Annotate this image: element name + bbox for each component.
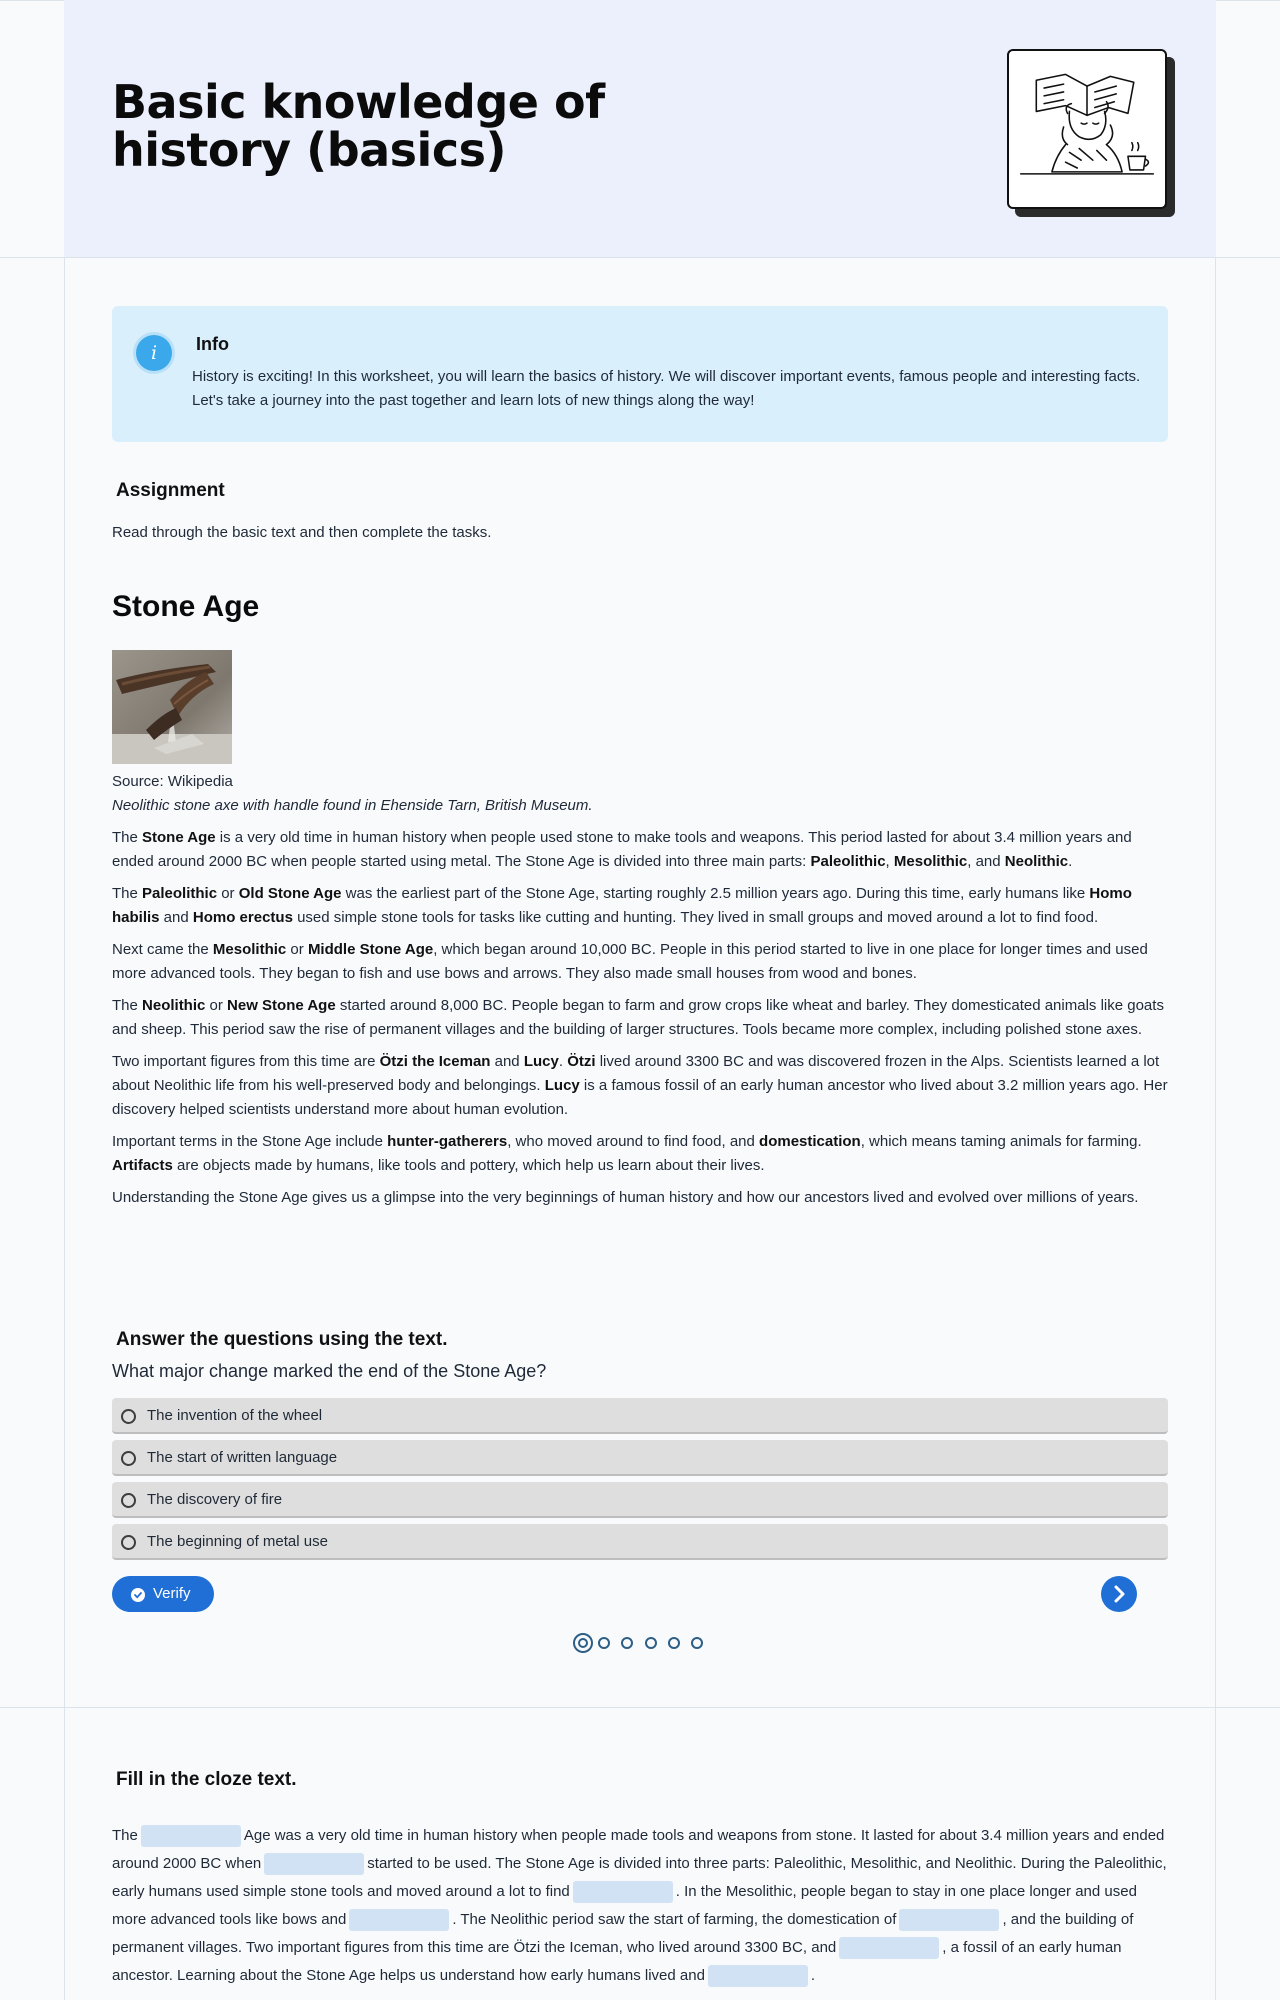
next-question-button[interactable] (1101, 1576, 1137, 1612)
verify-button[interactable] (112, 1576, 214, 1612)
paragraph-4: The Neolithic or New Stone Age started around 8,000 BC. People began to farm and grow crops like wheat and barley. They domesticated animals like goats and sheep. This period saw the rise of permanent villages and the building of larger structures. Tools became more complex, including polished stone axes. (112, 997, 1164, 1038)
frame-line-left (64, 0, 65, 2000)
pagination-dot-5[interactable] (668, 1637, 680, 1649)
radio-button[interactable] (121, 1535, 136, 1550)
cloze-gap-input[interactable] (839, 1937, 939, 1959)
radio-button[interactable] (121, 1451, 136, 1466)
cloze-gap-input[interactable] (899, 1909, 999, 1931)
verify-button-label: Verify (153, 1585, 191, 1602)
answer-option[interactable] (112, 1482, 1168, 1518)
answer-option-label: The start of written language (147, 1449, 338, 1466)
pagination-dot-1[interactable] (573, 1633, 593, 1653)
answer-options (112, 1398, 1168, 1566)
assignment-title: Assignment (116, 480, 225, 501)
paragraph-6: Important terms in the Stone Age include hunter-gatherers, who moved around to find food, and domestication, which means taming animals for farming. Artifacts are objects made by humans, like tools and pottery, which help us learn about their lives. (112, 1133, 1142, 1174)
radio-button[interactable] (121, 1493, 136, 1508)
pagination-dot-6[interactable] (691, 1637, 703, 1649)
cloze-heading (112, 1768, 297, 1791)
stone-age-heading: Stone Age (112, 590, 260, 623)
cloze-segment: . (810, 1967, 816, 1984)
quiz-title: Answer the questions using the text. (116, 1329, 448, 1350)
cloze-segment: started to be used. The Stone Age is divided into three parts: Paleolithic, Mesolithic, and Neolithic. During the Paleolithic, early humans used simple stone tools and moved around a lot to find (112, 1855, 1167, 1900)
cloze-segment: . In the Mesolithic, people began to stay in one place longer and used more advanced tools like bows and (112, 1883, 1137, 1928)
radio-button[interactable] (121, 1409, 136, 1424)
answer-option[interactable] (112, 1524, 1168, 1560)
page-title-line1: Basic knowledge of (112, 75, 605, 129)
image-source: Source: Wikipedia (112, 773, 233, 790)
paragraph-1: The Stone Age is a very old time in human history when people used stone to make tools and weapons. This period lasted for about 3.4 million years and ended around 2000 BC when people started using metal. The Stone Age is divided into three main parts: Paleolithic, Mesolithic, and Neolithic. (112, 829, 1132, 870)
stone-axe-image[interactable] (112, 650, 232, 764)
reading-person-illustration (1007, 49, 1167, 209)
cloze-gap-input[interactable] (708, 1965, 808, 1987)
answer-option-label: The invention of the wheel (147, 1407, 323, 1424)
cloze-text (112, 1822, 1170, 1990)
quiz-question: What major change marked the end of the Stone Age? (112, 1361, 547, 1381)
paragraph-2: The Paleolithic or Old Stone Age was the earliest part of the Stone Age, starting roughly 2.5 million years ago. During this time, early humans like Homo habilis and Homo erectus used simple stone tools for tasks like cutting and hunting. They lived in small groups and moved around a lot to find food. (112, 885, 1132, 926)
info-icon: i (136, 335, 172, 371)
cloze-segment: . The Neolithic period saw the start of farming, the domestication of (452, 1911, 897, 1928)
frame-line-header (0, 257, 1280, 258)
worksheet-header (64, 0, 1216, 257)
cloze-gap-input[interactable] (573, 1881, 673, 1903)
page-title (112, 75, 605, 177)
pagination-dot-3[interactable] (621, 1637, 633, 1649)
answer-option-label: The discovery of fire (147, 1491, 283, 1508)
answer-option-label: The beginning of metal use (147, 1533, 328, 1550)
paragraph-3: Next came the Mesolithic or Middle Stone Age, which began around 10,000 BC. People in this period started to live in one place for longer times and used more advanced tools. They began to fish and use bows and arrows. They also made small houses from wood and bones. (112, 941, 1148, 982)
chevron-right-icon (1101, 1576, 1137, 1612)
cloze-segment: The (112, 1827, 138, 1844)
pagination-dot-4[interactable] (645, 1637, 657, 1649)
cloze-segment: , and the building of permanent villages. Two important figures from this time are Ötzi the Iceman, who lived around 3300 BC, and (112, 1911, 1134, 1956)
info-text: History is exciting! In this worksheet, you will learn the basics of history. We will discover important events, famous people and interesting facts. Let's take a journey into the past together and learn lots of new things along the way! (192, 368, 1141, 409)
cloze-title: Fill in the cloze text. (116, 1769, 297, 1790)
answer-option[interactable] (112, 1398, 1168, 1434)
assignment-heading (112, 479, 225, 502)
pagination-dot-2[interactable] (598, 1637, 610, 1649)
cloze-gap-input[interactable] (349, 1909, 449, 1931)
cloze-gap-input[interactable] (141, 1825, 241, 1847)
frame-line-right (1215, 0, 1216, 2000)
paragraph-7: Understanding the Stone Age gives us a glimpse into the very beginnings of human history and how our ancestors lived and evolved over millions of years. (112, 1189, 1139, 1206)
quiz-heading (112, 1328, 448, 1351)
assignment-text: Read through the basic text and then complete the tasks. (112, 524, 492, 541)
image-caption: Neolithic stone axe with handle found in Ehenside Tarn, British Museum. (112, 797, 593, 814)
cloze-segment: Age was a very old time in human history when people made tools and weapons from stone. It lasted for about 3.4 million years and ended around 2000 BC when (112, 1827, 1165, 1872)
cloze-segment: , a fossil of an early human ancestor. Learning about the Stone Age helps us understand how early humans lived and (112, 1939, 1122, 1984)
frame-line-section (0, 1707, 1280, 1708)
check-circle-icon (131, 1588, 145, 1602)
info-title-label: Info (196, 334, 229, 354)
paragraph-5: Two important figures from this time are Ötzi the Iceman and Lucy. Ötzi lived around 3300 BC and was discovered frozen in the Alps. Scientists learned a lot about Neolithic life from his well-preserved body and belongings. Lucy is a famous fossil of an early human ancestor who lived about 3.2 million years ago. Her discovery helped scientists understand more about human evolution. (112, 1053, 1168, 1118)
page-title-line2: history (basics) (112, 123, 506, 177)
stone-age-body (112, 826, 1168, 1218)
answer-option[interactable] (112, 1440, 1168, 1476)
info-box (112, 306, 1168, 442)
info-title (192, 334, 229, 355)
cloze-gap-input[interactable] (264, 1853, 364, 1875)
